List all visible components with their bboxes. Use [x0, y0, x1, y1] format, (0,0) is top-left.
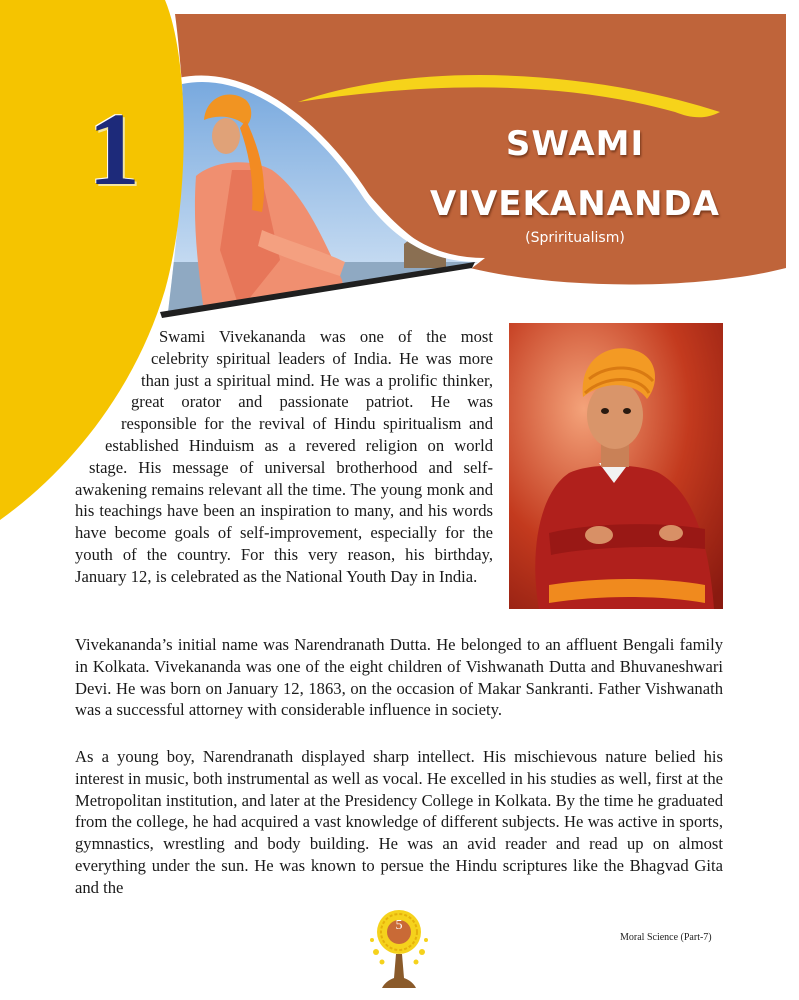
- chapter-title-line-2: VIVEKANANDA: [430, 184, 720, 224]
- chapter-number: 1: [88, 92, 140, 207]
- intro-paragraph: [75, 326, 493, 588]
- book-title: Moral Science (Part-7): [620, 932, 712, 943]
- portrait-image: [509, 323, 723, 609]
- paragraph-education: As a young boy, Narendranath displayed sharp intellect. His mischievous nature belied his interest in music, both instrumental as well as vocal. He excelled in his studies as well, first at the Metropolitan institution, and later at the Presidency College in Kolkata. By the time he graduated from the college, he had acquired a vast knowledge of different subjects. He was active in sports, gymnastics, wrestling and body building. He was an avid reader and read up on almost everything under the sun. He was known to persue the Hindu scriptures like the Bhagvad Gita and the: [75, 747, 723, 897]
- paragraph-family: Vivekananda’s initial name was Narendranath Dutta. He belonged to an affluent Bengali family in Kolkata. Vivekananda was one of the eight children of Vishwanath Dutta and Bhuvaneshwari Devi. He was born on January 12, 1863, on the occasion of Makar Sankranti. Father Vishwanath was a successful attorney with considerable influence in society.: [75, 635, 723, 720]
- chapter-subtitle: (Spriritualism): [525, 230, 625, 246]
- chapter-title-line-1: SWAMI: [505, 124, 645, 164]
- page-number: 5: [395, 918, 403, 933]
- intro-text: Swami Vivekananda was one of the most celebrity spiritual leaders of India. He was more than just a spiritual mind. He was a prolific thinker, great orator and passionate patriot. He was responsible for the revival of Hindu spiritualism and established Hinduism as a revered religion on world stage. His message of universal brotherhood and self-awakening remains relevant all the time. The young monk and his teachings have been an inspiration to many, and his words have become goals of self-improvement, especially for the youth of the country. For this very reason, his birthday, January 12, is celebrated as the National Youth Day in India.: [75, 327, 493, 586]
